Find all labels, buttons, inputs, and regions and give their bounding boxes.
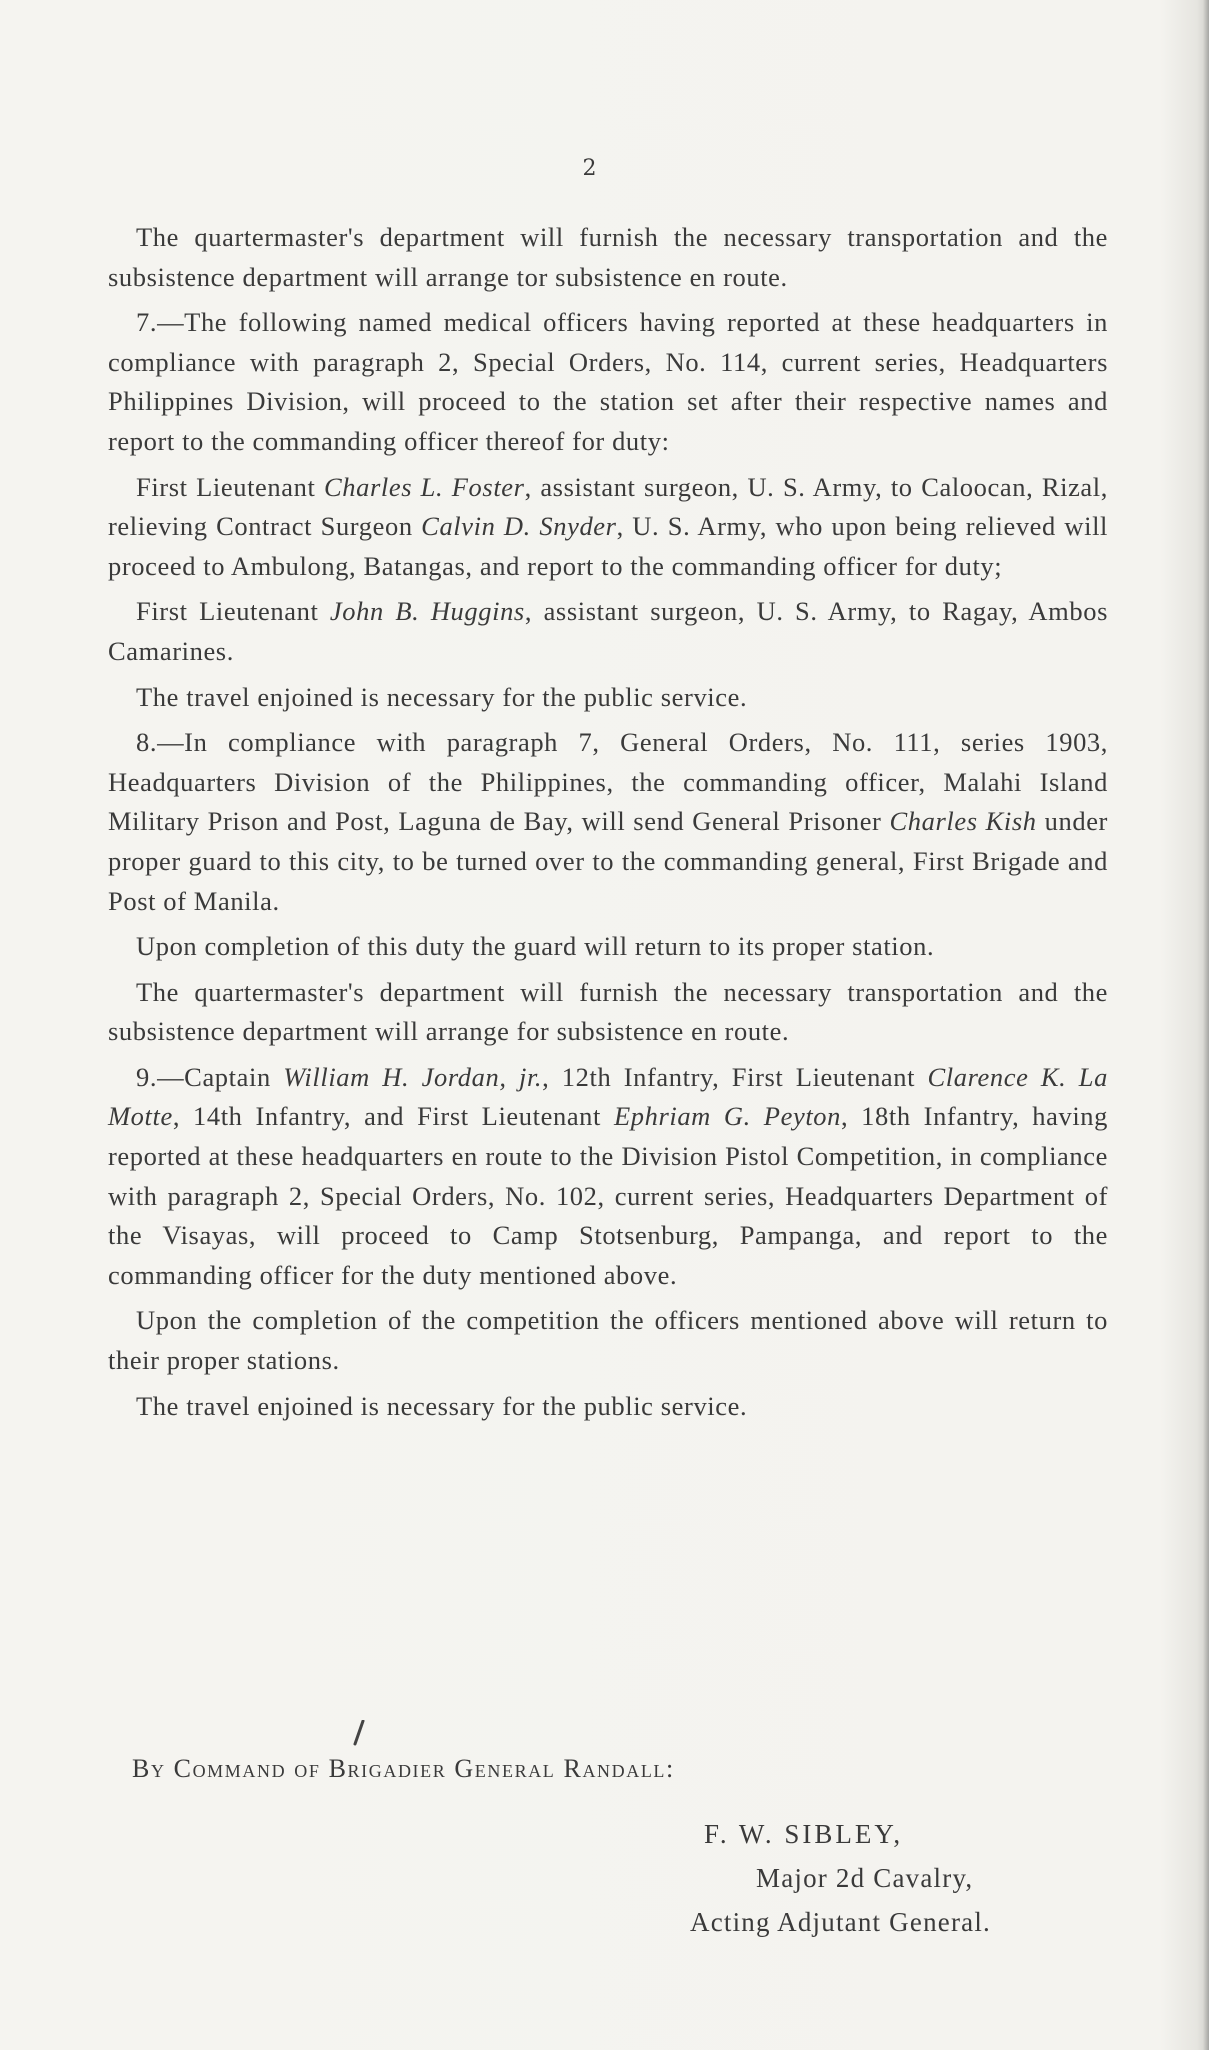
paragraph-7: [108, 303, 1108, 461]
italic-name-text: Charles Kish: [889, 806, 1037, 837]
command-line: By Command of Brigadier General Randall:: [132, 1754, 675, 1783]
paragraph-text: 8.—In compliance with paragraph 7, General Orders, No. 111, series 1903, Headquarters Division of the Philippines, the commanding officer, Malahi Island Military Prison and Post, Laguna de Bay, will send General Prisoner: [108, 727, 1108, 837]
signature-name: F. W. SIBLEY,: [704, 1819, 904, 1849]
paragraph-8-guard-return: [108, 927, 1108, 967]
paragraph-text: Upon the completion of the competition the officers mentioned above will return to their proper stations.: [108, 1305, 1108, 1376]
paragraph-text: First Lieutenant: [136, 596, 330, 627]
order-body-text: [108, 218, 1108, 1432]
paragraph-text: 9.—Captain: [136, 1061, 284, 1092]
paragraph-text: The travel enjoined is necessary for the public service.: [136, 681, 748, 712]
paragraph-text: 7.—The following named medical officers having reported at these headquarters in compliance with paragraph 2, Special Orders, No. 114, current series, Headquarters Philippines Division, will proceed to the station set after their respective names and report to the commanding officer thereof for duty:: [108, 307, 1108, 456]
paragraph-8: [108, 723, 1108, 921]
paragraph-text: , 14th Infantry, and First Lieutenant: [172, 1101, 614, 1132]
italic-name-text: William H. Jordan, jr.: [283, 1061, 543, 1092]
paragraph-text: , assistant surgeon, U. S. Army, to Caloocan, Rizal, relieving Contract Surgeon: [108, 471, 1108, 542]
italic-name-text: John B. Huggins: [329, 596, 525, 627]
paragraph-text: The travel enjoined is necessary for the public service.: [136, 1390, 748, 1421]
paragraph-continuation: [108, 218, 1108, 297]
italic-name-text: Ephriam G. Peyton: [613, 1101, 841, 1132]
paragraph-text: , assistant surgeon, U. S. Army, to Ragay, Ambos Camarines.: [108, 596, 1108, 666]
paragraph-7-huggins: [108, 592, 1108, 671]
signature-block: [690, 1812, 1130, 1944]
italic-name-text: Clarence K. La Motte: [108, 1061, 1108, 1132]
paragraph-7-travel: [108, 678, 1108, 718]
page-number: 2: [582, 156, 598, 181]
paragraph-text: under proper guard to this city, to be turned over to the commanding general, First Brigade and Post of Manila.: [108, 806, 1108, 916]
paragraph-text: , U. S. Army, who upon being relieved will proceed to Ambulong, Batangas, and report to the commanding officer for duty;: [108, 511, 1109, 581]
ink-mark-icon: [352, 1720, 366, 1746]
page-edge-shadow: [1203, 0, 1209, 2050]
signature-title: Acting Adjutant General.: [690, 1907, 991, 1937]
paragraph-text: Upon completion of this duty the guard will return to its proper station.: [136, 931, 935, 962]
paragraph-9: [108, 1058, 1108, 1296]
italic-name-text: Calvin D. Snyder: [421, 511, 617, 542]
paragraph-text: The quartermaster's department will furnish the necessary transportation and the subsistence department will arrange tor subsistence en route.: [108, 222, 1108, 292]
paragraph-text: , 12th Infantry, First Lieutenant: [542, 1061, 928, 1092]
paragraph-text: , 18th Infantry, having reported at these headquarters en route to the Division Pistol Competition, in compliance with paragraph 2, Special Orders, No. 102, current series, Headquarters Department of the Visayas, will proceed to Camp Stotsenburg, Pampanga, and report to the commanding officer for the duty mentioned above.: [108, 1101, 1108, 1290]
paragraph-9-return: [108, 1301, 1108, 1380]
paragraph-text: First Lieutenant: [136, 471, 324, 502]
paragraph-text: The quartermaster's department will furnish the necessary transportation and the subsistence department will arrange for subsistence en route.: [108, 976, 1108, 1047]
paragraph-7-foster: [108, 468, 1108, 587]
italic-name-text: Charles L. Foster: [324, 471, 525, 502]
signature-rank: Major 2d Cavalry,: [756, 1863, 974, 1893]
paragraph-8-transportation: [108, 973, 1108, 1052]
paragraph-9-travel: [108, 1387, 1108, 1427]
